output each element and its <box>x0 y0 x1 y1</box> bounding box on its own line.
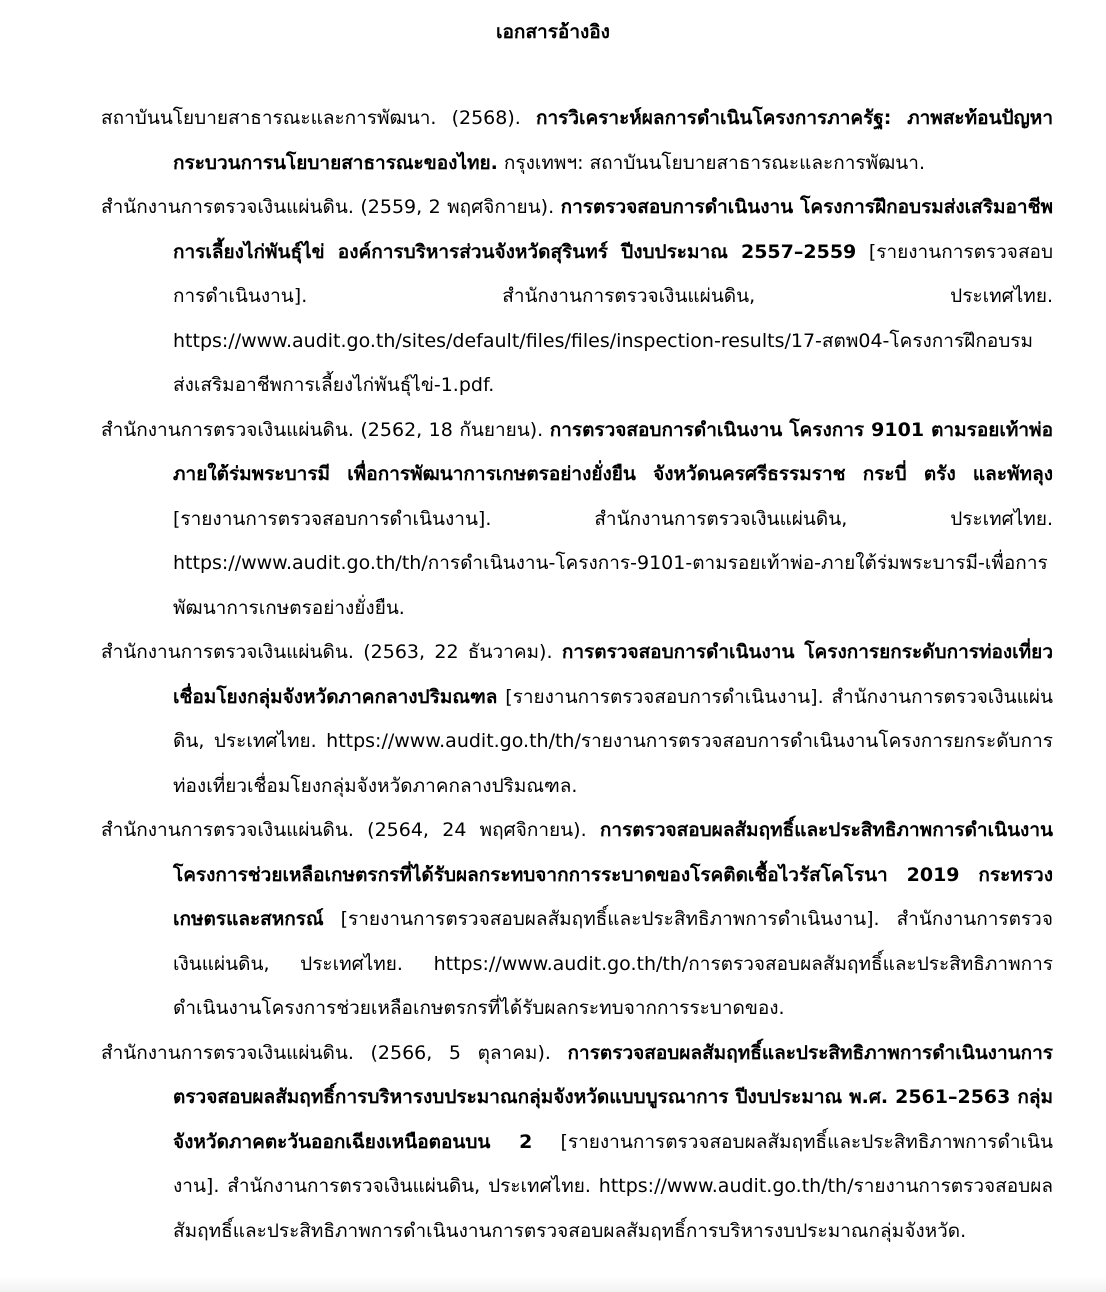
reference-title: การตรวจสอบการดำเนินงาน โครงการ 9101 ตามรอยเท้าพ่อ ภายใต้ร่มพระบารมี เพื่อการพัฒนาการเกษตรอย่างยั่งยืน จังหวัดนครศรีธรรมราช กระบี่ ตรัง และพัทลุง <box>173 418 1053 485</box>
reference-item <box>101 808 1053 1031</box>
reference-author-year: สำนักงานการตรวจเงินแผ่นดิน. (2564, 24 พฤศจิกายน). <box>101 819 600 841</box>
reference-author-year: สำนักงานการตรวจเงินแผ่นดิน. (2566, 5 ตุลาคม). <box>101 1041 568 1064</box>
reference-item <box>101 1031 1053 1254</box>
reference-item <box>101 408 1053 631</box>
reference-author-year: สำนักงานการตรวจเงินแผ่นดิน. (2559, 2 พฤศจิกายน). <box>101 196 561 218</box>
reference-title: การวิเคราะห์ผลการดำเนินโครงการภาครัฐ: ภาพสะท้อนปัญหากระบวนการนโยบายสาธารณะของไทย. <box>173 107 1053 174</box>
reference-details: [รายงานการตรวจสอบการดำเนินงาน]. สำนักงานการตรวจเงินแผ่นดิน, ประเทศไทย. https://www.audit.go.th/th/การดำเนินงาน-โครงการ-9101-ตามรอยเท้าพ่อ-ภายใต้ร่มพระบารมี-เพื่อการพัฒนาการเกษตรอย่างยั่งยืน. <box>173 507 1053 619</box>
reference-details: [รายงานการตรวจสอบการดำเนินงาน]. สำนักงานการตรวจเงินแผ่นดิน, ประเทศไทย. https://www.audit.go.th/sites/default/files/files/inspection-results/17-สตพ04-โครงการฝึกอบรมส่งเสริมอาชีพการเลี้ยงไก่พันธุ์ไข่-1.pdf. <box>173 240 1054 396</box>
reference-title: การตรวจสอบการดำเนินงาน โครงการยกระดับการท่องเที่ยวเชื่อมโยงกลุ่มจังหวัดภาคกลางปริมณฑล <box>173 641 1053 708</box>
page-title: เอกสารอ้างอิง <box>496 21 610 43</box>
reference-details: กรุงเทพฯ: สถาบันนโยบายสาธารณะและการพัฒนา. <box>497 151 925 174</box>
reference-author-year: สำนักงานการตรวจเงินแผ่นดิน. (2562, 18 กันยายน). <box>101 418 550 441</box>
reference-title: การตรวจสอบผลสัมฤทธิ์และประสิทธิภาพการดำเนินงาน โครงการช่วยเหลือเกษตรกรที่ได้รับผลกระทบจากการระบาดของโรคติดเชื้อไวรัสโคโรนา 2019 กระทรวงเกษตรและสหกรณ์ <box>173 819 1053 930</box>
reference-details: [รายงานการตรวจสอบผลสัมฤทธิ์และประสิทธิภาพการดำเนินงาน]. สำนักงานการตรวจเงินแผ่นดิน, ประเทศไทย. https://www.audit.go.th/th/การตรวจสอบผลสัมฤทธิ์และประสิทธิภาพการดำเนินงานโครงการช่วยเหลือเกษตรกรที่ได้รับผลกระทบจากการระบาดของ. <box>173 908 1053 1019</box>
reference-item <box>101 185 1053 408</box>
reference-author-year: สถาบันนโยบายสาธารณะและการพัฒนา. (2568). <box>101 107 536 129</box>
reference-title: การตรวจสอบผลสัมฤทธิ์และประสิทธิภาพการดำเนินงานการตรวจสอบผลสัมฤทธิ์การบริหารงบประมาณกลุ่มจังหวัดแบบบูรณาการ ปีงบประมาณ พ.ศ. 2561–2563 กลุ่มจังหวัดภาคตะวันออกเฉียงเหนือตอนบน 2 <box>173 1041 1053 1153</box>
reference-title: การตรวจสอบการดำเนินงาน โครงการฝึกอบรมส่งเสริมอาชีพการเลี้ยงไก่พันธุ์ไข่ องค์การบริหารส่วนจังหวัดสุรินทร์ ปีงบประมาณ 2557–2559 <box>173 196 1053 263</box>
page-bottom-edge <box>0 1276 1106 1292</box>
reference-details: [รายงานการตรวจสอบการดำเนินงาน]. สำนักงานการตรวจเงินแผ่นดิน, ประเทศไทย. https://www.audit.go.th/th/รายงานการตรวจสอบการดำเนินงานโครงการยกระดับการท่องเที่ยวเชื่อมโยงกลุ่มจังหวัดภาคกลางปริมณฑล. <box>173 685 1053 797</box>
reference-list <box>101 96 1053 1253</box>
reference-details: [รายงานการตรวจสอบผลสัมฤทธิ์และประสิทธิภาพการดำเนินงาน]. สำนักงานการตรวจเงินแผ่นดิน, ประเทศไทย. https://www.audit.go.th/th/รายงานการตรวจสอบผลสัมฤทธิ์และประสิทธิภาพการดำเนินงานการตรวจสอบผลสัมฤทธิ์การบริหารงบประมาณกลุ่มจังหวัด. <box>173 1130 1053 1242</box>
reference-item <box>101 96 1053 185</box>
reference-author-year: สำนักงานการตรวจเงินแผ่นดิน. (2563, 22 ธันวาคม). <box>101 641 562 663</box>
reference-item <box>101 630 1053 808</box>
